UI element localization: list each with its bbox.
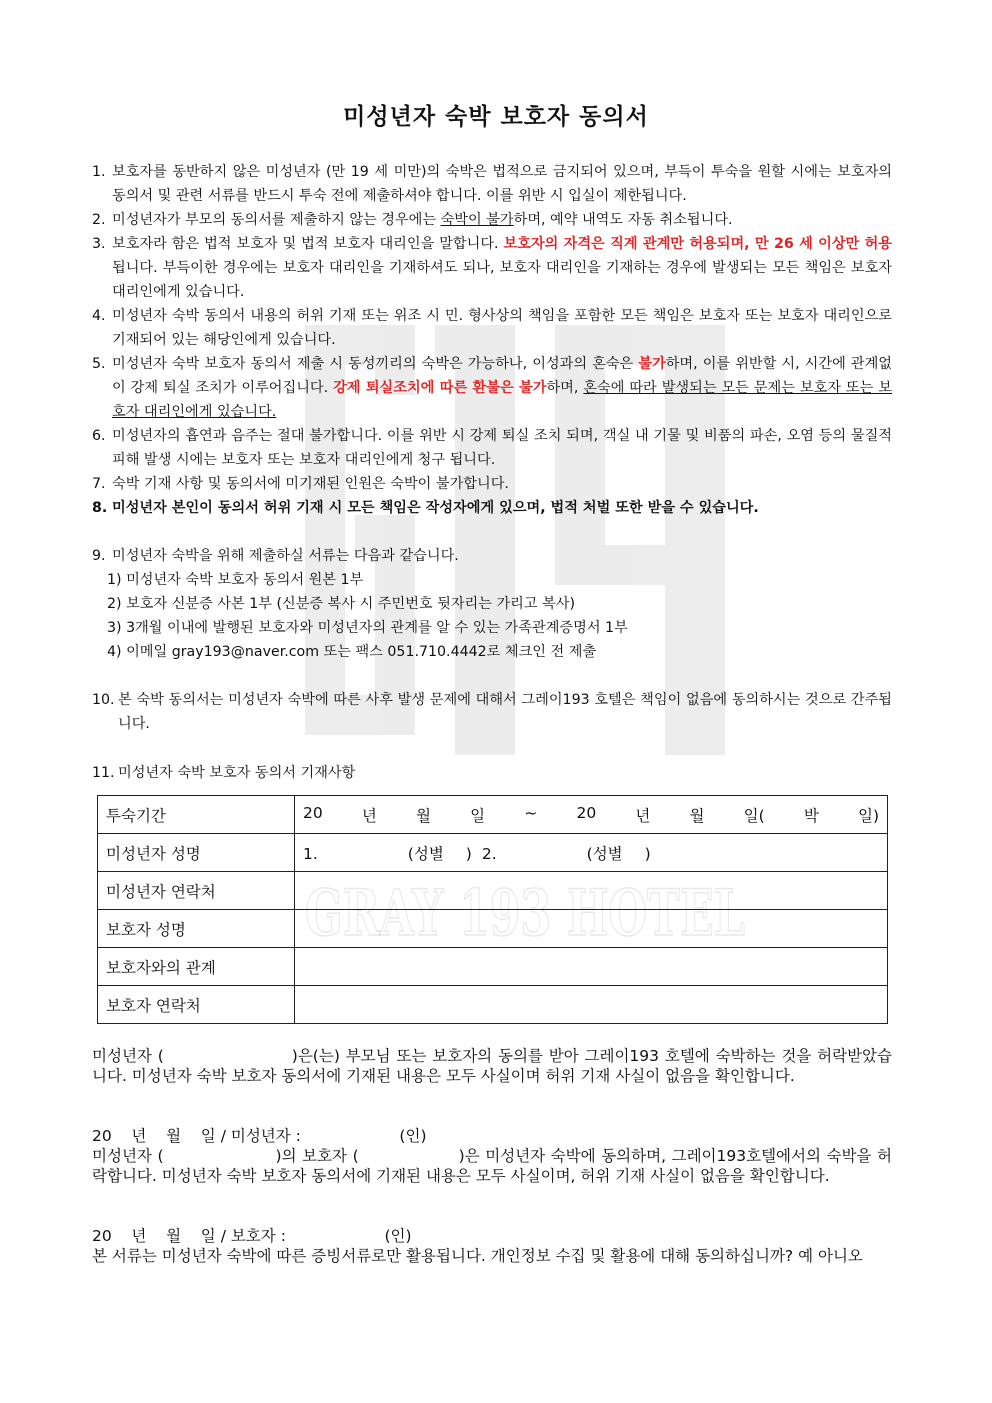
clause-1: 1. 보호자를 동반하지 않은 미성년자 (만 19 세 미만)의 숙박은 법적으로 금지되어 있으며, 부득이 투숙을 원할 시에는 보호자의 동의서 및 관련 서류를 반드시 투숙 전에 제출하셔야 합니다. 이를 위반 시 입실이 제한됩니다. <box>92 164 892 204</box>
clause-11: 11. 미성년자 숙박 보호자 동의서 기재사항 <box>92 765 356 781</box>
minor-signature-line[interactable]: 20 년 월 일 / 미성년자 : (인) <box>92 1127 427 1145</box>
clause-10: 10. 본 숙박 동의서는 미성년자 숙박에 따른 사후 발생 문제에 대해서 그레이193 호텔은 책임이 없음에 동의하시는 것으로 간주됩니다. <box>92 692 892 732</box>
document-item: 3) 3개월 이내에 발행된 보호자와 미성년자의 관계를 알 수 있는 가족관계증명서 1부 <box>107 620 628 636</box>
clause-8: 8. 미성년자 본인이 동의서 허위 기재 시 모든 책임은 작성자에게 있으며, 법적 처벌 또한 받을 수 있습니다. <box>92 500 759 516</box>
minor-name-field[interactable]: 1. (성별 ) 2. (성별 ) <box>295 834 888 872</box>
clause-5: 5. 미성년자 숙박 보호자 동의서 제출 시 동성끼리의 숙박은 가능하나, 이성과의 혼숙은 불가하며, 이를 위반할 시, 시간에 관계없이 강제 퇴실 조치가 이루어집니다. 강제 퇴실조치에 따른 환불은 불가하며, 혼숙에 따라 발생되는 모든 문제는 보호자 또는 보호자 대리인에게 있습니다. <box>92 356 892 420</box>
clause-3: 3. 보호자라 함은 법적 보호자 및 법적 보호자 대리인을 말합니다. 보호자의 자격은 직계 관계만 허용되며, 만 26 세 이상만 허용됩니다. 부득이한 경우에는 보호자 대리인을 기재하셔도 되나, 보호자 대리인을 기재하는 경우에 발생되는 모든 책임은 보호자 대리인에게 있습니다. <box>92 236 893 300</box>
form-row-minor-name <box>98 834 888 872</box>
form-label: 미성년자 연락처 <box>98 872 295 910</box>
form-row-period <box>98 796 888 834</box>
form-row-relation <box>98 948 888 986</box>
form-label: 보호자 성명 <box>98 910 295 948</box>
document-item: 2) 보호자 신분증 사본 1부 (신분증 복사 시 주민번호 뒷자리는 가리고 복사) <box>107 596 576 612</box>
form-row-guardian-name <box>98 910 888 948</box>
minor-contact-field[interactable] <box>295 872 888 910</box>
clause-9: 9. 미성년자 숙박을 위해 제출하실 서류는 다음과 같습니다. <box>92 548 459 564</box>
guardian-consent-text: 미성년자 ( )의 보호자 ( )은 미성년자 숙박에 동의하며, 그레이193호텔에서의 숙박을 허락합니다. 미성년자 숙박 보호자 동의서에 기재된 내용은 모두 사실이며, 허위 기재 사실이 없음을 확인합니다. <box>92 1147 892 1185</box>
guardian-name-field[interactable] <box>295 910 888 948</box>
guardian-signature-line[interactable]: 20 년 월 일 / 보호자 : (인) <box>92 1227 412 1245</box>
clause-7: 7. 숙박 기재 사항 및 동의서에 미기재된 인원은 숙박이 불가합니다. <box>92 476 509 492</box>
document-item: 1) 미성년자 숙박 보호자 동의서 원본 1부 <box>107 572 364 588</box>
form-row-guardian-contact <box>98 986 888 1024</box>
form-label: 미성년자 성명 <box>98 834 295 872</box>
form-label: 보호자와의 관계 <box>98 948 295 986</box>
clause-2: 2. 미성년자가 부모의 동의서를 제출하지 않는 경우에는 숙박이 불가하며, 예약 내역도 자동 취소됩니다. <box>92 212 733 228</box>
watermark-text: GRAY 193 HOTEL <box>305 876 745 951</box>
clause-6: 6. 미성년자의 흡연과 음주는 절대 불가합니다. 이를 위반 시 강제 퇴실 조치 되며, 객실 내 기물 및 비품의 파손, 오염 등의 물질적 피해 발생 시에는 보호자 또는 보호자 대리인에게 청구 됩니다. <box>92 428 892 468</box>
page-title: 미성년자 숙박 보호자 동의서 <box>343 104 649 130</box>
clause-4: 4. 미성년자 숙박 동의서 내용의 허위 기재 또는 위조 시 민. 형사상의 책임을 포함한 모든 책임은 보호자 또는 보호자 대리인으로 기재되어 있는 해당인에게 있습니다. <box>92 308 892 348</box>
privacy-consent-text: 본 서류는 미성년자 숙박에 따른 증빙서류로만 활용됩니다. 개인정보 수집 및 활용에 대해 동의하십니까? 예 아니오 <box>92 1247 863 1265</box>
form-label: 보호자 연락처 <box>98 986 295 1024</box>
document-item: 4) 이메일 gray193@naver.com 또는 팩스 051.710.4442로 체크인 전 제출 <box>107 644 597 660</box>
guest-info-form <box>97 795 888 1024</box>
form-row-minor-contact <box>98 872 888 910</box>
guardian-contact-field[interactable] <box>295 986 888 1024</box>
form-label: 투숙기간 <box>98 796 295 834</box>
minor-consent-text: 미성년자 ( )은(는) 부모님 또는 보호자의 동의를 받아 그레이193 호텔에 숙박하는 것을 허락받았습니다. 미성년자 숙박 보호자 동의서에 기재된 내용은 모두 사실이며 허위 기재 사실이 없음을 확인합니다. <box>92 1047 892 1085</box>
stay-period-field[interactable]: 20 년 월 일 ~ 20 년 월 일( 박 일) <box>295 796 888 834</box>
relation-field[interactable] <box>295 948 888 986</box>
